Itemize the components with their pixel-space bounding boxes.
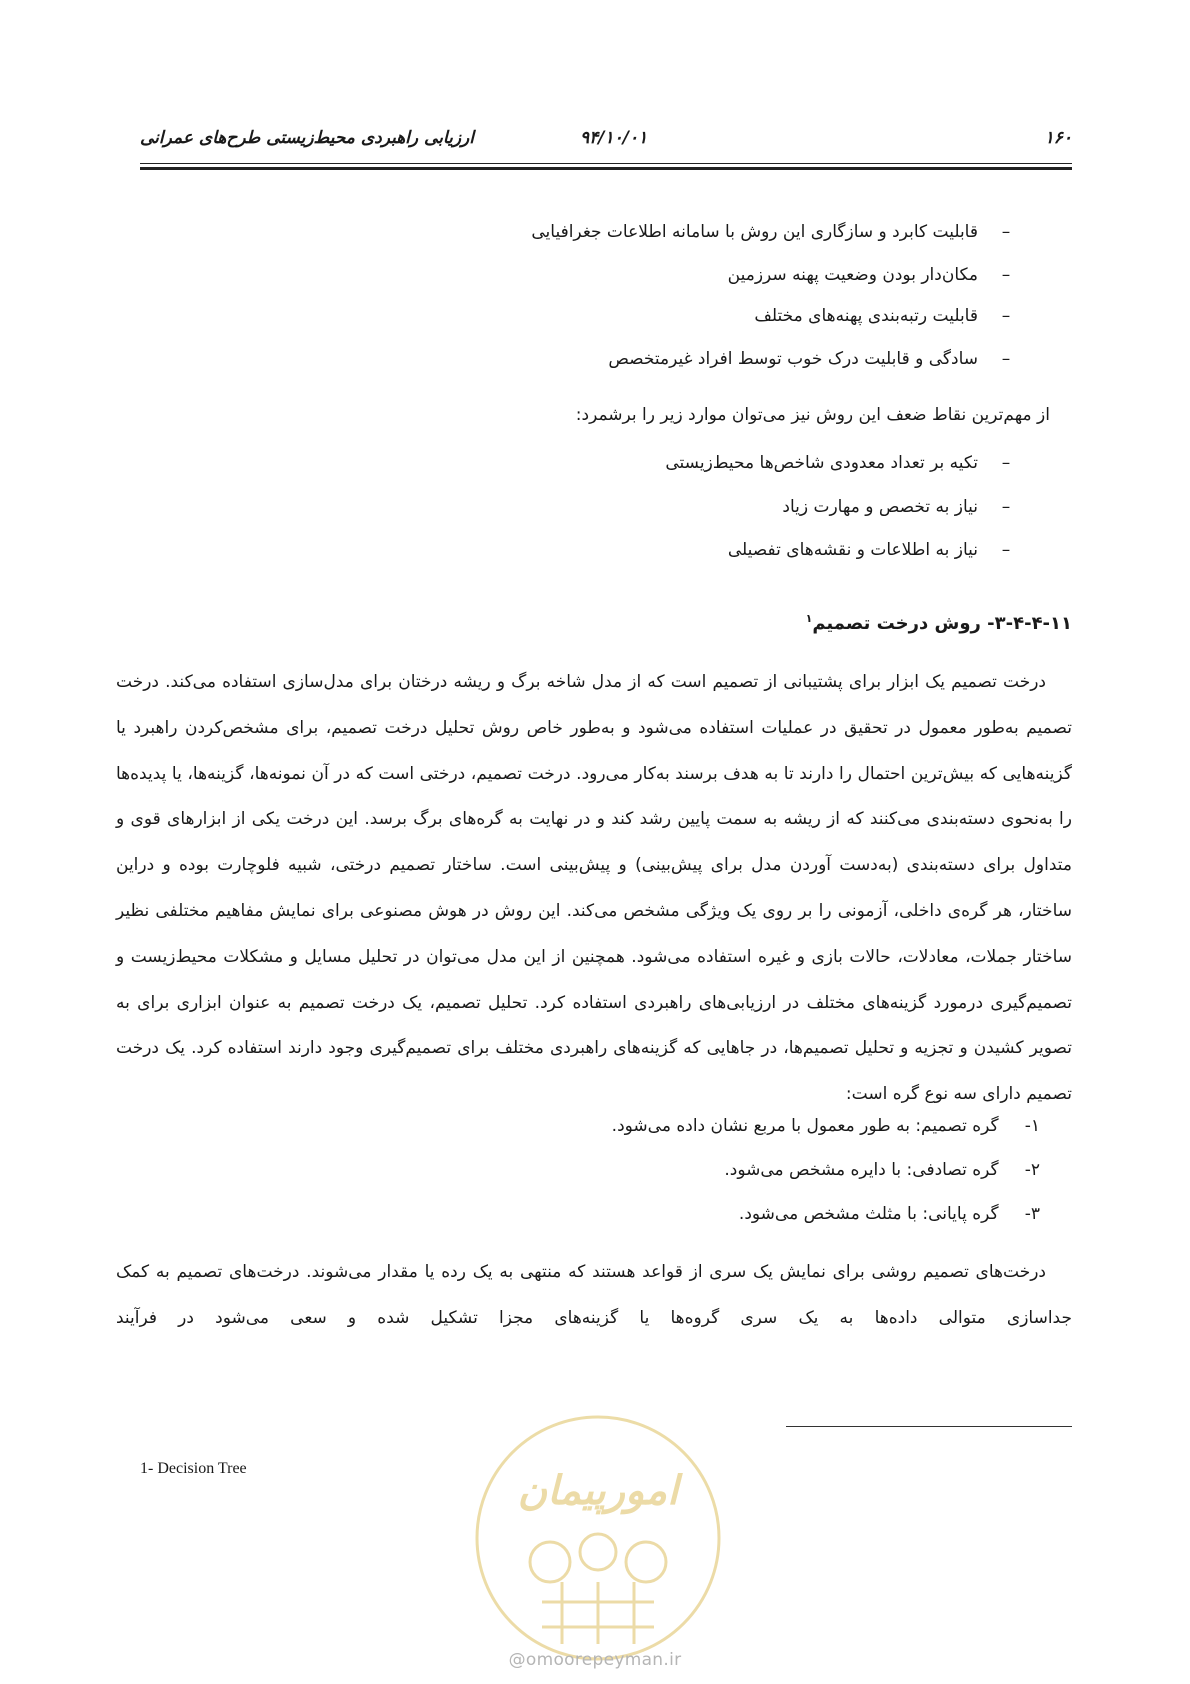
bullet-dash: –: [1001, 222, 1011, 242]
footnote: 1- Decision Tree: [140, 1460, 247, 1477]
bullet-dash: –: [1001, 540, 1011, 560]
bullet-dash: –: [1001, 265, 1011, 285]
watermark-site: @omoorepeyman.ir: [508, 1650, 682, 1670]
list-item: [608, 344, 1020, 374]
numbered-item: [739, 1199, 1040, 1229]
body-paragraph: درخت تصمیم یک ابزار برای پشتیبانی از تصمیم است که از مدل شاخه برگ و ریشه درختان برای مدل‌سازی استفاده می‌کند. درخت تصمیم به‌طور معمول در تحقیق در عملیات استفاده می‌شود و به‌طور خاص روش تحلیل درخت تصمیم، برای مشخص‌کردن راهبرد یا گزینه‌هایی که بیش‌ترین احتمال را دارند تا به هدف برسند به‌کار می‌رود. درخت تصمیم، درختی است که در آن نمونه‌ها، گزینه‌ها، یا پدیده‌ها را به‌نحوی دسته‌بندی می‌کنند که از ریشه به سمت پایین رشد کند و در نهایت به گره‌های برگ برسد. این درخت یکی از ابزارهای قوی و متداول برای دسته‌بندی (به‌دست آوردن مدل برای پیش‌بینی) و پیش‌بینی است. ساختار تصمیم درختی، شبیه فلوچارت بوده و دراین ساختار، هر گره‌ی داخلی، آزمونی را بر روی یک ویژگی مشخص می‌کند. این روش در هوش مصنوعی برای نمایش مفاهیم مختلفی نظیر ساختار جملات، معادلات، حالات بازی و غیره استفاده می‌شود. همچنین از این مدل می‌توان در تحلیل مسایل و مشکلات محیط‌زیست و تصمیم‌گیری درمورد گزینه‌های مختلف در ارزیابی‌های راهبردی استفاده کرد. تحلیل تصمیم، یک درخت تصمیم به عنوان ابزاری برای به تصویر کشیدن و تجزیه و تحلیل تصمیم‌ها، در جاهایی که گزینه‌های راهبردی مختلف برای تصمیم‌گیری وجود دارند استفاده کرد. یک درخت تصمیم دارای سه نوع گره است:: [116, 672, 1072, 1105]
list-item-text: نیاز به اطلاعات و نقشه‌های تفصیلی: [727, 540, 978, 560]
page-number: ۱۶۰: [1044, 128, 1072, 148]
watermark-logo-text: امورپیمان: [517, 1468, 679, 1514]
bullet-dash: –: [1001, 349, 1011, 369]
watermark-seal: [472, 1412, 724, 1664]
bullet-dash: –: [1001, 453, 1011, 473]
numbered-item: [612, 1111, 1040, 1141]
section-heading: [806, 612, 1072, 634]
item-text: گره پایانی: با مثلث مشخص می‌شود.: [738, 1204, 999, 1224]
item-text: گره تصادفی: با دایره مشخص می‌شود.: [724, 1160, 999, 1180]
footnote-ref: ۱: [805, 612, 813, 625]
header-date: ۹۴/۱۰/۰۱: [580, 128, 648, 148]
bullet-dash: –: [1001, 306, 1011, 326]
list-item: [782, 492, 1020, 522]
list-item-text: نیاز به تخصص و مهارت زیاد: [782, 497, 978, 517]
list-item: [754, 301, 1020, 331]
list-item-text: قابلیت رتبه‌بندی پهنه‌های مختلف: [754, 306, 978, 326]
list-item-text: سادگی و قابلیت درک خوب توسط افراد غیرمتخصص: [608, 349, 978, 369]
body-paragraph: درخت‌های تصمیم روشی برای نمایش یک سری از قواعد هستند که منتهی به یک رده یا مقدار می‌شوند. درخت‌های تصمیم به کمک جداسازی متوالی داده‌ها به یک سری گروه‌ها یا گزینه‌های مجزا تشکیل شده و سعی می‌شود در فرآیند: [116, 1262, 1072, 1328]
list-item: [531, 217, 1020, 247]
footnote-rule: [786, 1426, 1072, 1427]
running-header: [140, 128, 1072, 158]
list-item-text: مکان‌دار بودن وضعیت پهنه سرزمین: [727, 265, 978, 285]
section-number: ۳-۴-۴-۱۱-: [987, 613, 1072, 634]
item-number: ۳-: [1024, 1204, 1040, 1224]
header-title: ارزیابی راهبردی محیط‌زیستی طرح‌های عمرانی: [140, 128, 474, 148]
list-item: [665, 448, 1020, 478]
list-item: [728, 260, 1020, 290]
item-number: ۱-: [1024, 1116, 1040, 1136]
header-rule-thin: [140, 163, 1072, 164]
list-item: [728, 535, 1020, 565]
weakness-intro: از مهم‌ترین نقاط ضعف این روش نیز می‌توان موارد زیر را برشمرد:: [575, 405, 1050, 425]
header-rule-thick: [140, 167, 1072, 170]
numbered-item: [724, 1155, 1040, 1185]
section-title: روش درخت تصمیم: [812, 613, 981, 634]
list-item-text: تکیه بر تعداد معدودی شاخص‌ها محیط‌زیستی: [665, 453, 978, 473]
item-text: گره تصمیم: به طور معمول با مربع نشان داده می‌شود.: [611, 1116, 999, 1136]
bullet-dash: –: [1001, 497, 1011, 517]
list-item-text: قابلیت کابرد و سازگاری این روش با سامانه اطلاعات جغرافیایی: [531, 222, 978, 242]
item-number: ۲-: [1024, 1160, 1040, 1180]
